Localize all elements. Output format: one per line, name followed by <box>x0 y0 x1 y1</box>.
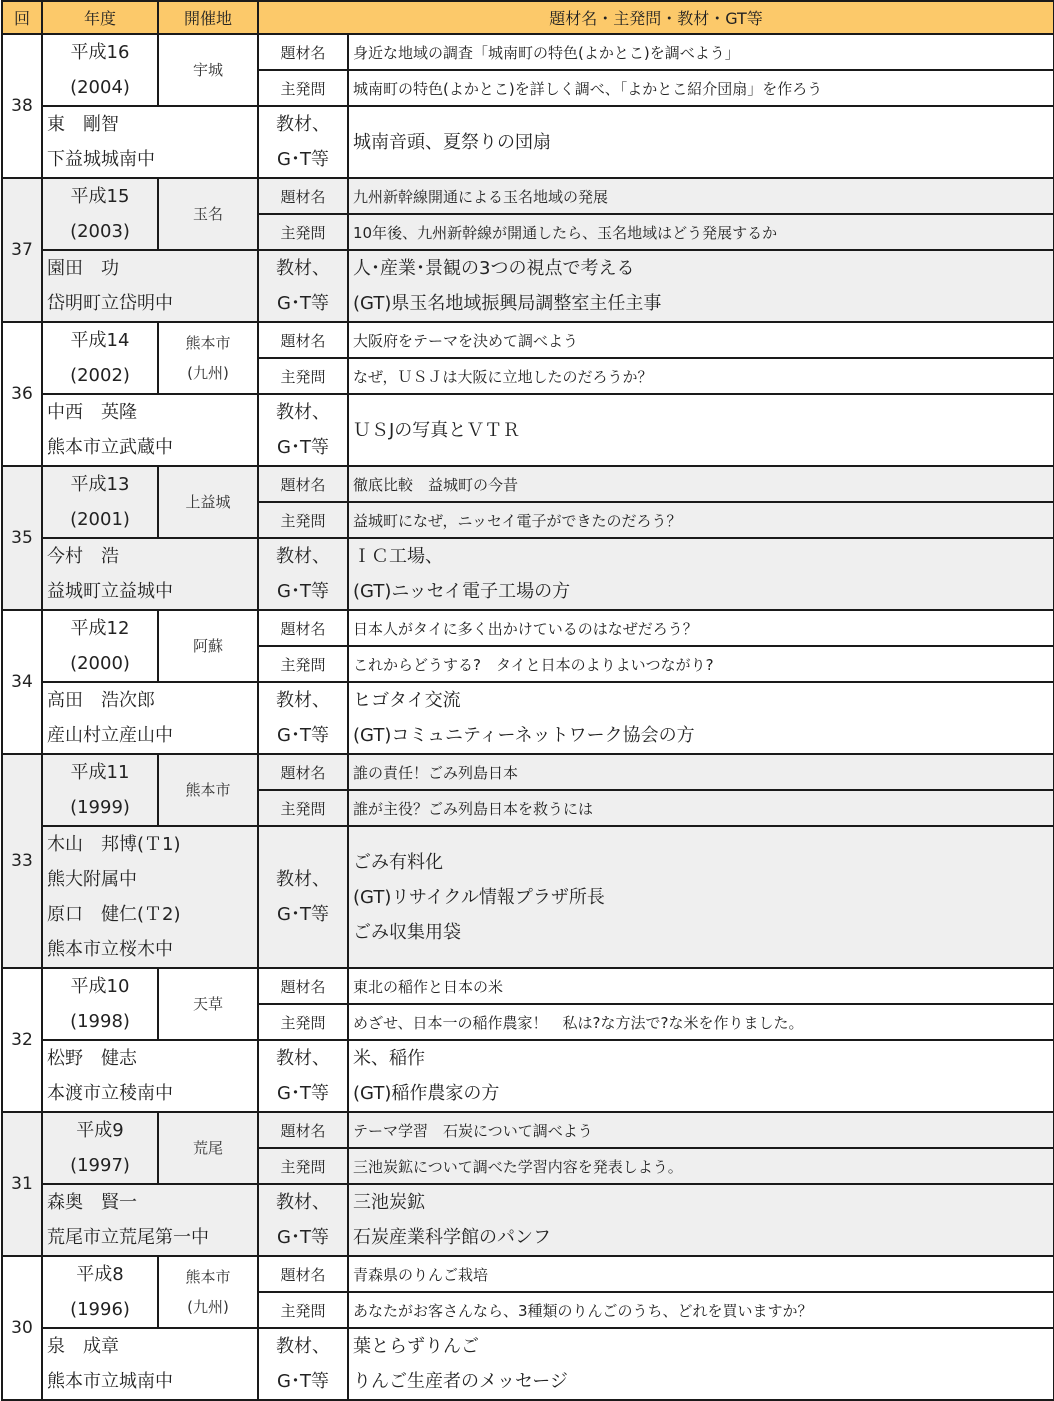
materials-label-line: 教材、 <box>276 1192 330 1213</box>
topic-label: 題材名 <box>258 178 348 214</box>
materials-value <box>348 682 1054 754</box>
year-line: (2004) <box>70 77 130 98</box>
year-line: (2002) <box>70 365 130 386</box>
table-row <box>2 538 1054 610</box>
materials-label-line: G･T等 <box>277 904 329 925</box>
question-label: 主発問 <box>258 646 348 682</box>
topic-value: 身近な地域の調査「城南町の特色(よかとこ)を調べよう」 <box>348 34 1054 70</box>
session-number: 31 <box>2 1112 42 1256</box>
materials-line: 人･産業･景観の3つの視点で考える <box>353 258 635 279</box>
header-content: 題材名・主発問・教材・GT等 <box>258 1 1054 34</box>
topic-label: 題材名 <box>258 322 348 358</box>
year-line: (2003) <box>70 221 130 242</box>
presenter-line: 森奥 賢一 <box>47 1192 137 1213</box>
session-number: 38 <box>2 34 42 178</box>
table-row <box>2 968 1054 1004</box>
session-number: 30 <box>2 1256 42 1400</box>
venue-line: 熊本市 <box>185 781 231 799</box>
venue-cell <box>158 322 258 394</box>
materials-label <box>258 826 348 968</box>
materials-label <box>258 394 348 466</box>
materials-label-line: G･T等 <box>277 293 329 314</box>
presenter-line: 本渡市立稜南中 <box>47 1083 173 1104</box>
year-line: (1996) <box>70 1299 130 1320</box>
presenter-line: 荒尾市立荒尾第一中 <box>47 1227 209 1248</box>
table-row <box>2 106 1054 178</box>
year-cell <box>42 322 158 394</box>
materials-line: 城南音頭、夏祭りの団扇 <box>353 131 551 153</box>
venue-line: 宇城 <box>192 61 223 79</box>
presenter-cell <box>42 538 258 610</box>
topic-label: 題材名 <box>258 610 348 646</box>
question-value: めざせ、日本一の稲作農家！ 私は?な方法で?な米を作りました。 <box>348 1004 1054 1040</box>
materials-value <box>348 394 1054 466</box>
presenter-line: 松野 健志 <box>47 1048 137 1069</box>
venue-cell <box>158 178 258 250</box>
question-value: あなたがお客さんなら、3種類のりんごのうち、どれを買いますか？ <box>348 1292 1054 1328</box>
session-number: 34 <box>2 610 42 754</box>
materials-label-line: G･T等 <box>277 581 329 602</box>
materials-line: (GT)ニッセイ電子工場の方 <box>353 581 571 602</box>
topic-value: 大阪府をテーマを決めて調べよう <box>348 322 1054 358</box>
table-row <box>2 1040 1054 1112</box>
header-venue: 開催地 <box>158 1 258 34</box>
session-number: 36 <box>2 322 42 466</box>
presenter-line: 熊大附属中 <box>47 869 137 890</box>
table-row <box>2 34 1054 70</box>
materials-value <box>348 826 1054 968</box>
materials-label-line: 教材、 <box>276 690 330 711</box>
topic-label: 題材名 <box>258 1112 348 1148</box>
table-row <box>2 1112 1054 1148</box>
venue-line: 荒尾 <box>192 1139 223 1157</box>
topic-value: 誰の責任！ごみ列島日本 <box>348 754 1054 790</box>
materials-label-line: 教材、 <box>276 258 330 279</box>
materials-label <box>258 1040 348 1112</box>
materials-label-line: G･T等 <box>277 1371 329 1392</box>
topic-value: 徹底比較 益城町の今昔 <box>348 466 1054 502</box>
table-row <box>2 1184 1054 1256</box>
question-value: 益城町になぜ，ニッセイ電子ができたのだろう？ <box>348 502 1054 538</box>
materials-label <box>258 1184 348 1256</box>
materials-label-line: G･T等 <box>277 1227 329 1248</box>
materials-label-line: G･T等 <box>277 725 329 746</box>
venue-line: 上益城 <box>185 493 231 511</box>
presenter-cell <box>42 682 258 754</box>
presenter-cell <box>42 1328 258 1400</box>
materials-line: りんご生産者のメッセージ <box>353 1371 568 1392</box>
table-row <box>2 682 1054 754</box>
materials-label-line: G･T等 <box>277 149 329 170</box>
topic-value: テーマ学習 石炭について調べよう <box>348 1112 1054 1148</box>
year-line: (1997) <box>70 1155 130 1176</box>
venue-cell <box>158 1112 258 1184</box>
presenter-line: 産山村立産山中 <box>47 725 173 746</box>
presenter-line: 岱明町立岱明中 <box>47 293 173 314</box>
table-row <box>2 394 1054 466</box>
year-line: 平成12 <box>70 618 130 639</box>
materials-value <box>348 1184 1054 1256</box>
topic-value: 日本人がタイに多く出かけているのはなぜだろう？ <box>348 610 1054 646</box>
year-cell <box>42 1256 158 1328</box>
topic-label: 題材名 <box>258 34 348 70</box>
presenter-cell <box>42 826 258 968</box>
materials-value <box>348 1040 1054 1112</box>
year-cell <box>42 610 158 682</box>
topic-value: 九州新幹線開通による玉名地域の発展 <box>348 178 1054 214</box>
materials-line: 米、稲作 <box>353 1048 425 1069</box>
question-label: 主発問 <box>258 1292 348 1328</box>
presenter-cell <box>42 106 258 178</box>
table-row <box>2 1328 1054 1400</box>
year-line: 平成11 <box>70 762 130 783</box>
year-cell <box>42 754 158 826</box>
question-label: 主発問 <box>258 358 348 394</box>
question-label: 主発問 <box>258 1004 348 1040</box>
venue-line: 天草 <box>192 995 223 1013</box>
materials-value <box>348 1328 1054 1400</box>
materials-label <box>258 682 348 754</box>
materials-label-line: G･T等 <box>277 1083 329 1104</box>
venue-cell <box>158 610 258 682</box>
topic-value: 青森県のりんご栽培 <box>348 1256 1054 1292</box>
question-label: 主発問 <box>258 1148 348 1184</box>
session-number: 33 <box>2 754 42 968</box>
topic-label: 題材名 <box>258 466 348 502</box>
venue-cell <box>158 754 258 826</box>
presenter-line: 木山 邦博(Ｔ1) <box>47 834 181 855</box>
venue-cell <box>158 466 258 538</box>
materials-line: ごみ有料化 <box>353 851 443 873</box>
year-line: 平成13 <box>70 474 130 495</box>
question-value: 10年後、九州新幹線が開通したら、玉名地域はどう発展するか <box>348 214 1054 250</box>
venue-line: 熊本市 <box>185 1268 231 1286</box>
year-line: 平成10 <box>70 976 130 997</box>
presenter-line: 今村 浩 <box>47 546 119 567</box>
question-value: 誰が主役？ごみ列島日本を救うには <box>348 790 1054 826</box>
materials-line: (GT)コミュニティーネットワーク協会の方 <box>353 725 695 746</box>
materials-label-line: G･T等 <box>277 437 329 458</box>
table-row <box>2 610 1054 646</box>
header-num: 回 <box>2 1 42 34</box>
materials-line: 三池炭鉱 <box>353 1192 425 1213</box>
materials-value <box>348 250 1054 322</box>
topic-value: 東北の稲作と日本の米 <box>348 968 1054 1004</box>
presenter-line: 熊本市立城南中 <box>47 1371 173 1392</box>
venue-line: 玉名 <box>192 205 223 223</box>
materials-label <box>258 250 348 322</box>
question-value: なぜ，ＵＳＪは大阪に立地したのだろうか？ <box>348 358 1054 394</box>
materials-line: ヒゴタイ交流 <box>353 690 461 711</box>
materials-line: (GT)県玉名地域振興局調整室主任主事 <box>353 293 662 314</box>
presenter-cell <box>42 1040 258 1112</box>
presenter-line: 東 剛智 <box>47 114 119 135</box>
presenter-line: 園田 功 <box>47 258 119 279</box>
materials-label-line: 教材、 <box>276 1048 330 1069</box>
venue-line: (九州) <box>187 364 229 382</box>
question-value: これからどうする? タイと日本のよりよいつながり? <box>348 646 1054 682</box>
presenter-line: 泉 成章 <box>47 1336 119 1357</box>
materials-label-line: 教材、 <box>276 1336 330 1357</box>
materials-line: 石炭産業科学館のパンフ <box>353 1227 551 1248</box>
question-label: 主発問 <box>258 70 348 106</box>
presenter-cell <box>42 394 258 466</box>
year-line: (1999) <box>70 797 130 818</box>
table-row <box>2 1256 1054 1292</box>
venue-cell <box>158 34 258 106</box>
year-cell <box>42 34 158 106</box>
materials-line: ＵＳJの写真とＶＴＲ <box>353 419 521 441</box>
year-cell <box>42 968 158 1040</box>
topic-label: 題材名 <box>258 754 348 790</box>
question-value: 城南町の特色(よかとこ)を詳しく調べ、「よかとこ紹介団扇」を作ろう <box>348 70 1054 106</box>
session-number: 32 <box>2 968 42 1112</box>
seminar-record-table <box>1 0 1054 1401</box>
table-row <box>2 826 1054 968</box>
year-line: 平成9 <box>76 1120 124 1141</box>
materials-line: (GT)稲作農家の方 <box>353 1083 500 1104</box>
materials-label-line: 教材、 <box>276 546 330 567</box>
session-number: 35 <box>2 466 42 610</box>
question-label: 主発問 <box>258 502 348 538</box>
presenter-line: 熊本市立武蔵中 <box>47 437 173 458</box>
materials-label <box>258 538 348 610</box>
year-line: 平成8 <box>76 1264 124 1285</box>
question-value: 三池炭鉱について調べた学習内容を発表しよう。 <box>348 1148 1054 1184</box>
materials-line: (GT)リサイクル情報プラザ所長 <box>353 886 605 908</box>
table-row <box>2 466 1054 502</box>
table-row <box>2 178 1054 214</box>
materials-line: ごみ収集用袋 <box>353 921 461 943</box>
presenter-line: 中西 英隆 <box>47 402 137 423</box>
year-cell <box>42 1112 158 1184</box>
presenter-line: 原口 健仁(Ｔ2) <box>47 904 181 925</box>
year-cell <box>42 178 158 250</box>
year-line: 平成15 <box>70 186 130 207</box>
presenter-line: 熊本市立桜木中 <box>47 939 173 960</box>
materials-label-line: 教材、 <box>276 402 330 423</box>
materials-label <box>258 106 348 178</box>
table-row <box>2 250 1054 322</box>
header-year: 年度 <box>42 1 158 34</box>
table-row <box>2 754 1054 790</box>
question-label: 主発問 <box>258 214 348 250</box>
year-line: (2001) <box>70 509 130 530</box>
materials-line: ＩＣ工場、 <box>353 546 443 567</box>
materials-label-line: 教材、 <box>276 869 330 890</box>
venue-cell <box>158 1256 258 1328</box>
materials-label-line: 教材、 <box>276 114 330 135</box>
presenter-cell <box>42 250 258 322</box>
year-line: 平成16 <box>70 42 130 63</box>
presenter-line: 高田 浩次郎 <box>47 690 155 711</box>
materials-value <box>348 106 1054 178</box>
table-header-row <box>2 1 1054 34</box>
venue-line: (九州) <box>187 1298 229 1316</box>
question-label: 主発問 <box>258 790 348 826</box>
topic-label: 題材名 <box>258 1256 348 1292</box>
year-line: (1998) <box>70 1011 130 1032</box>
presenter-line: 益城町立益城中 <box>47 581 173 602</box>
venue-line: 熊本市 <box>185 334 231 352</box>
venue-cell <box>158 968 258 1040</box>
year-cell <box>42 466 158 538</box>
materials-line: 葉とらずりんご <box>353 1336 479 1357</box>
materials-label <box>258 1328 348 1400</box>
table-row <box>2 322 1054 358</box>
topic-label: 題材名 <box>258 968 348 1004</box>
presenter-cell <box>42 1184 258 1256</box>
presenter-line: 下益城城南中 <box>47 149 155 170</box>
materials-value <box>348 538 1054 610</box>
year-line: (2000) <box>70 653 130 674</box>
venue-line: 阿蘇 <box>192 637 223 655</box>
year-line: 平成14 <box>70 330 130 351</box>
session-number: 37 <box>2 178 42 322</box>
